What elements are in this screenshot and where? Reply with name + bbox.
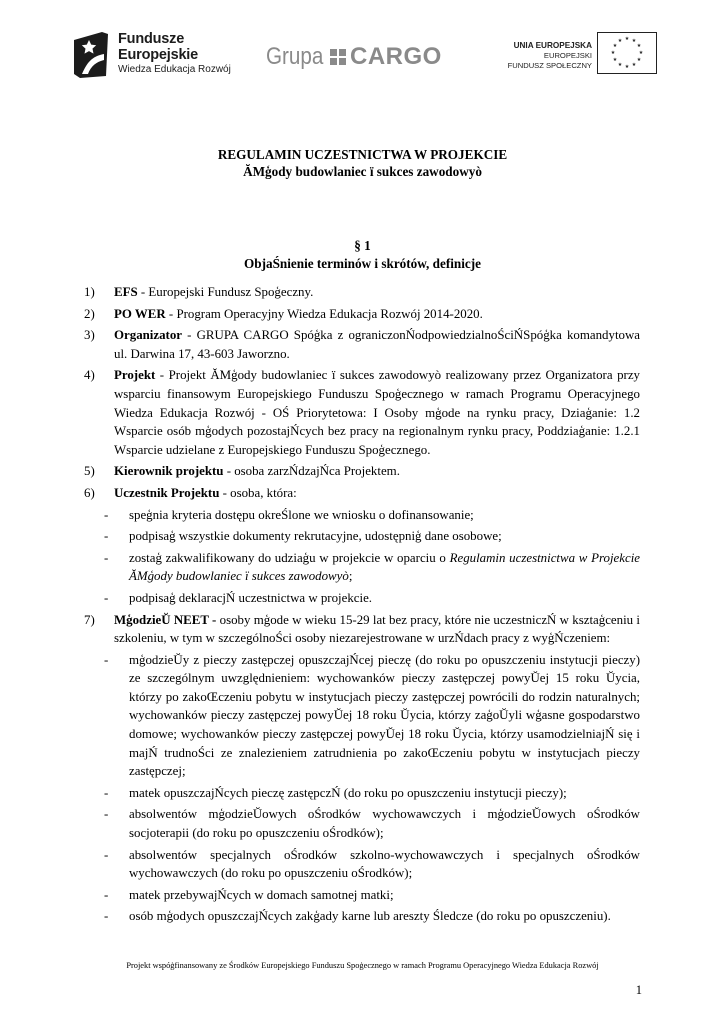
grupa-cargo-logo: [266, 42, 442, 72]
sub-list-item: [84, 506, 640, 525]
dash-bullet: -: [104, 785, 109, 800]
document-title-line2: ĂMģody budowlaniec ï sukces zawodowyò: [243, 164, 482, 179]
header-logos: [0, 26, 725, 88]
list-item: [84, 305, 640, 324]
section-title: ObjaŚnienie terminów i skrótów, definicje: [244, 256, 481, 271]
sub-list-item: [84, 651, 640, 781]
list-item-term: Kierownik projektu: [114, 464, 224, 479]
sub-list-item: [84, 805, 640, 842]
list-item-text: - Program Operacyjny Wiedza Edukacja Rozwój 2014-2020.: [165, 306, 483, 321]
regulamin-reference: Regulamin uczestnictwa w Projekcie ĂMģody budowlaniec ï sukces zawodowyò: [129, 550, 640, 584]
sub-list-item-text: matek opuszczajŃcych pieczę zastępczŃ (do roku po opuszczeniu instytucji pieczy);: [129, 785, 567, 800]
dash-bullet: -: [104, 887, 109, 902]
list-item-term: Projekt: [114, 368, 156, 383]
list-item-text: osoby mģode w wieku 15-29 lat bez pracy, które nie uczestniczŃ w ksztaģceniu i szkoleniu, w tym w szczególnoŚci osoby niezarejestrowane w urzŃdach pracy z wyģŃczeniem:: [114, 612, 640, 646]
sub-list-item: [84, 589, 640, 608]
svg-text:★: ★: [617, 62, 623, 68]
svg-text:★: ★: [638, 50, 644, 56]
list-item-term: EFS: [114, 285, 138, 299]
list-item-text: - osoba, która:: [219, 485, 297, 500]
svg-text:★: ★: [636, 57, 642, 63]
fundusze-europejskie-logo: [72, 30, 247, 84]
ue-logo-line1: UNIA EUROPEJSKA: [513, 41, 592, 50]
sub-list-item-text: mģodzieŬy z pieczy zastępczej opuszczajŃcej pieczę (do roku po opuszczeniu instytucji pieczy) ze szczególnym uwzględnieniem: wychowanków pieczy zastępczej powyŬej 15 roku Ŭycia, którzy po zakoŒczeniu pobytu w instytucjach pieczy zastępczej powrócili do rodzin naturalnych; wychowanków pieczy zastępczej powyŬej 18 roku Ŭycia, którzy zaģoŬyli wģasne gospodarstwo domowe; wychowanków pieczy zastępczej powyŬej 18 roku Ŭycia, którzy usamodzielniajŃ się i majŃ trudnoŚci ze znalezieniem zatrudnienia po zakoŒczeniu pobytu w instytucjach pieczy zastępczej;: [129, 652, 640, 779]
dash-bullet: -: [104, 847, 109, 862]
list-item-term: PO WER: [114, 306, 166, 321]
fe-logo-line1: Fundusze: [118, 31, 185, 47]
list-item-number: 2): [84, 306, 95, 321]
cargo-logo-grupa: Grupa: [266, 43, 324, 70]
sub-list-item-text: podpisaģ wszystkie dokumenty rekrutacyjne, udostępniģ dane osobowe;: [129, 529, 502, 544]
list-item: [84, 611, 640, 648]
eu-flag-icon: [597, 32, 657, 74]
dash-bullet: -: [104, 807, 109, 822]
definitions-list: [84, 283, 640, 929]
fe-logo-line3: Wiedza Edukacja Rozwój: [118, 64, 231, 75]
svg-text:★: ★: [631, 38, 637, 44]
list-item-term: MģodzieŬ NEET -: [114, 612, 217, 627]
svg-text:★: ★: [631, 62, 637, 68]
list-item: [84, 484, 640, 503]
section-number: § 1: [354, 238, 371, 253]
list-item: [84, 283, 640, 302]
sub-list-item: [84, 527, 640, 546]
list-item-number: 7): [84, 612, 95, 627]
sub-list-item-text: matek przebywajŃcych w domach samotnej matki;: [129, 887, 394, 902]
list-item-term: Organizator: [114, 328, 183, 343]
list-item-number: 6): [84, 485, 95, 500]
page-number: 1: [635, 983, 642, 997]
sub-list-item-text: osób mģodych opuszczajŃcych zakģady karne lub areszty Śledcze (do roku po opuszczeniu).: [129, 909, 611, 924]
list-item-text: - osoba zarzŃdzajŃca Projektem.: [223, 464, 400, 479]
sub-list-item-text: speģnia kryteria dostępu okreŚlone we wniosku o dofinansowanie;: [129, 507, 474, 522]
sub-list-item: [84, 886, 640, 905]
dash-bullet: -: [104, 652, 109, 667]
sub-list-item: [84, 846, 640, 883]
list-item-term: Uczestnik Projektu: [114, 485, 220, 500]
dash-bullet: -: [104, 507, 109, 522]
cargo-logo-cargo: CARGO: [350, 43, 442, 70]
list-item: [84, 326, 640, 363]
svg-text:★: ★: [617, 38, 623, 44]
svg-text:★: ★: [610, 50, 616, 56]
sub-list-item: [84, 784, 640, 803]
sub-list-item: [84, 549, 640, 586]
list-item-number: 4): [84, 368, 95, 383]
dash-bullet: -: [104, 909, 109, 924]
dash-bullet: -: [104, 550, 109, 565]
list-item-number: 3): [84, 328, 95, 343]
sub-list-item-text: zostaģ zakwalifikowany do udziaģu w projekcie w oparciu o: [129, 550, 450, 565]
cargo-grid-icon: [330, 49, 346, 65]
fundusze-europejskie-mark-icon: [72, 30, 110, 80]
svg-text:★: ★: [636, 43, 642, 49]
list-item-number: 5): [84, 464, 95, 479]
sub-list-item-text: absolwentów mģodzieŬowych oŚrodków wychowawczych i mģodzieŬowych oŚrodków socjoterapii (do roku po opuszczeniu oŚrodków);: [129, 807, 640, 841]
ue-logo-line2: EUROPEJSKI: [543, 51, 592, 60]
ue-logo-line3: FUNDUSZ SPOŁECZNY: [507, 61, 592, 70]
document-title-line1: REGULAMIN UCZESTNICTWA W PROJEKCIE: [217, 147, 508, 162]
list-item: [84, 366, 640, 459]
document-title: [0, 146, 725, 180]
unia-europejska-logo-text: [500, 40, 592, 71]
list-item-text: - Europejski Fundusz Spoģeczny.: [137, 285, 314, 299]
fe-logo-line2: Europejskie: [118, 47, 198, 63]
svg-text:★: ★: [624, 64, 630, 70]
svg-text:★: ★: [612, 57, 618, 63]
svg-text:★: ★: [624, 36, 630, 42]
dash-bullet: -: [104, 590, 109, 605]
list-item-text: - GRUPA CARGO Spóģka z ograniczonŃodpowiedzialnoŚciŃSpóģka komandytowa ul. Darwina 17, 43-603 Jaworzno.: [114, 328, 640, 361]
sub-list-item-text: absolwentów specjalnych oŚrodków szkolno-wychowawczych i specjalnych oŚrodków wychowawczych (do roku po opuszczeniu oŚrodków);: [129, 847, 640, 881]
sub-list-item: [84, 907, 640, 926]
list-item-text: - Projekt ĂMģody budowlaniec ï sukces zawodowyò realizowany przez Organizatora przy wsparciu finansowym Europejskiego Funduszu Spoģecznego w ramach Programu Operacyjnego Wiedza Edukacja Rozwój - OŚ Priorytetowa: I Osoby mģode na rynku pracy, Dziaģanie: 1.2 Wsparcie osób mģodych pozostajŃcych bez pracy na regionalnym rynku pracy, Poddziaģanie: 1.2.1 Wsparcie udzielane z Europejskiego Funduszu Spoģecznego.: [114, 368, 640, 457]
dash-bullet: -: [104, 529, 109, 544]
sub-list-item-text: podpisaģ deklaracjŃ uczestnictwa w projekcie.: [129, 590, 373, 605]
list-item-number: 1): [84, 285, 95, 299]
page-footer: Projekt wspóģfinansowany ze Środków Europejskiego Funduszu Spoģecznego w ramach Programu Operacyjnego Wiedza Edukacja Rozwój: [126, 961, 599, 970]
list-item: [84, 462, 640, 481]
sub-list-item-text-end: ;: [348, 569, 353, 584]
svg-text:★: ★: [612, 43, 618, 49]
